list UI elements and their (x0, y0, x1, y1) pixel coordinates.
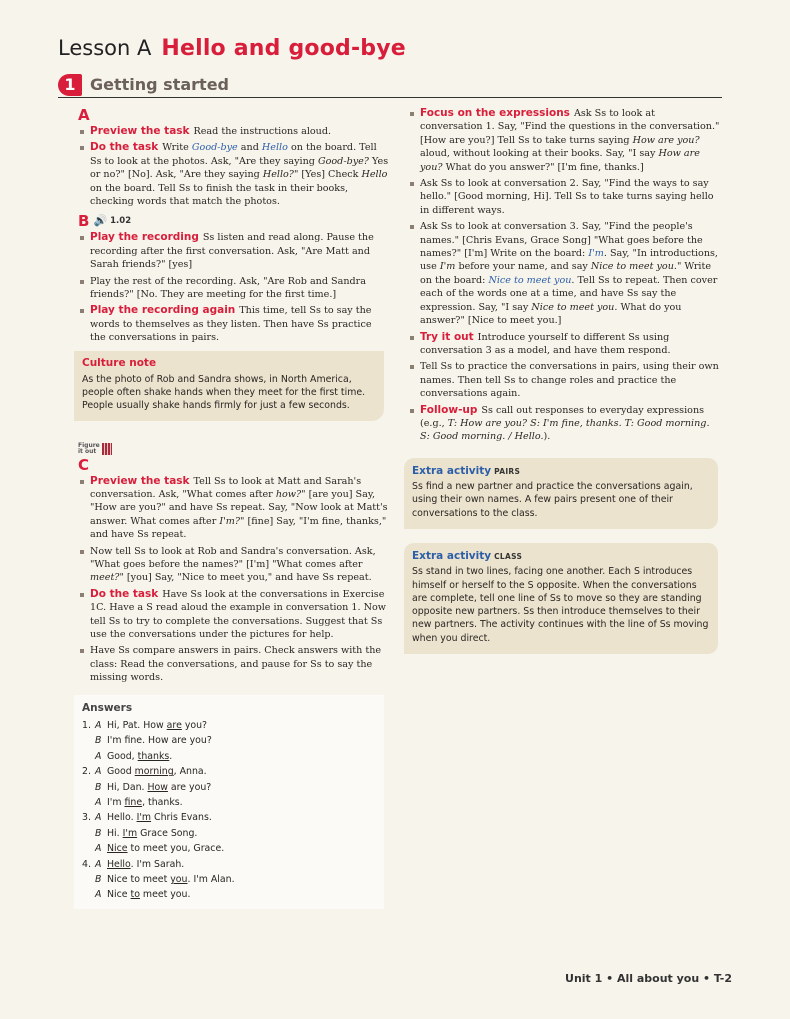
answer-word: fine (124, 797, 143, 809)
answer-row: 1. A Hi, Pat. How are you? (82, 720, 208, 731)
answer-word: to (130, 889, 140, 901)
extra-activity-text: Ss find a new partner and practice the conversations again, using their own names. A few pairs present one of their conversations to the class. (412, 481, 693, 519)
extra-activity-title: Extra activity PAIRS (412, 464, 521, 477)
step-keyword: Focus on the expressions (420, 107, 570, 119)
section-header (58, 72, 722, 98)
list-item: Preview the task Read the instructions aloud. (78, 125, 390, 138)
section-number-badge: 1 (58, 74, 82, 96)
answer-word: you (170, 874, 188, 886)
list-item: Tell Ss to practice the conversations in pairs, using their own names. Then tell Ss to change roles and practice the conversations again. (408, 360, 720, 400)
answer-row: B I'm fine. How are you? (95, 735, 212, 747)
figure-it-out-icon (102, 443, 112, 455)
focus-list (408, 107, 720, 444)
step-keyword: Try it out (420, 330, 474, 343)
exercise-a-letter: A (78, 106, 90, 124)
answers-box (74, 695, 384, 909)
exercise-b-list (78, 231, 390, 344)
answer-row: B Hi, Dan. How are you? (95, 781, 212, 793)
page-footer: Unit 1 • All about you • T-2 (565, 972, 732, 985)
list-item: Play the recording Ss listen and read along. Pause the recording after the first conversation. Ask, "Are Matt and Sarah friends?" [yes] (78, 231, 390, 271)
list-item: Try it out Introduce yourself to different Ss using conversation 3 as a model, and have them respond. (408, 331, 720, 358)
step-keyword: Follow-up (420, 403, 478, 416)
list-item: Preview the task Tell Ss to look at Matt and Sarah's conversation. Ask, "What comes after how?" [are you] Say, "How are you?" and have Ss repeat. Say, "Now look at Matt's answer. What comes after I'm?" [fine] Say, "I'm fine, thanks," and have Ss repeat. (78, 475, 390, 542)
answers-title: Answers (82, 701, 133, 714)
step-keyword: Preview the task (90, 474, 190, 487)
extra-activity-tag: PAIRS (494, 466, 521, 476)
extra-activity-tag: CLASS (494, 551, 523, 561)
lesson-title: Hello and good-bye (161, 36, 406, 61)
lesson-header (58, 36, 406, 61)
speaker-icon: 🔊 (93, 214, 108, 228)
extra-activity-text: Ss stand in two lines, facing one another. Each S introduces himself or herself to the S opposite. When the conversations are complete, tell one line of Ss to move so they are standing opposite new partners. Ss then introduce themselves to their new partners. The activity continues with the line of Ss moving when you direct. (412, 566, 709, 644)
answer-row: A Good, thanks. (95, 750, 173, 762)
list-item: Focus on the expressions Ask Ss to look at conversation 1. Say, "Find the questions in the conversation." [How are you?] Tell Ss to take turns saying How are you? aloud, without looking at their books. Say, "I say How are you? What do you answer?" [I'm fine, thanks.] (408, 107, 720, 174)
answer-word: thanks (137, 750, 170, 762)
answer-row: A I'm fine, thanks. (95, 797, 183, 809)
answer-row: B Hi. I'm Grace Song. (95, 827, 198, 839)
answer-row: 4. A Hello. I'm Sarah. (82, 858, 185, 870)
figure-it-out-marker: Figure it out (78, 443, 390, 456)
step-keyword: Do the task (90, 141, 159, 154)
exercise-a-list (78, 125, 390, 208)
exercise-b-letter: B 🔊 1.02 (78, 212, 132, 231)
answer-row: A Nice to meet you, Grace. (95, 843, 225, 855)
extra-activity-class (404, 543, 718, 654)
step-keyword: Do the task (90, 587, 159, 600)
list-item: Now tell Ss to look at Rob and Sandra's conversation. Ask, "What goes before the names?" [I'm] "What comes after meet?" [you] Say, "Nice to meet you," and have Ss repeat. (78, 545, 390, 585)
answer-word: I'm (122, 827, 138, 839)
answer-row: 3. A Hello. I'm Chris Evans. (82, 812, 212, 824)
section-title: Getting started (90, 75, 229, 94)
answer-list (82, 718, 376, 903)
answer-word: are (166, 720, 182, 731)
list-item: Follow-up Ss call out responses to everyday expressions (e.g., T: How are you? S: I'm fine, thanks. T: Good morning. S: Good morning. / Hello.). (408, 404, 720, 444)
list-item: Do the task Write Good-bye and Hello on the board. Tell Ss to look at the photos. Ask, "Are they saying Good-bye? Yes or no?" [No]. Ask, "Are they saying Hello?" [Yes] Check Hello on the board. Tell Ss to finish the task in their books, checking words that match the photos. (78, 141, 390, 208)
step-keyword: Play the recording (90, 231, 199, 244)
list-item: Have Ss compare answers in pairs. Check answers with the class: Read the conversations, and pause for Ss to say the missing words. (78, 644, 390, 684)
exercise-c-list (78, 475, 390, 685)
list-item: Play the rest of the recording. Ask, "Are Rob and Sandra friends?" [No. They are meeting for the first time.] (78, 275, 390, 302)
culture-note (74, 351, 384, 421)
list-item: Play the recording again This time, tell Ss to say the words to themselves as they listen. Then have Ss practice the conversations in pairs. (78, 304, 390, 344)
list-item: Ask Ss to look at conversation 2. Say, "Find the ways to say hello." [Good morning, Hi]. Tell Ss to take turns saying hello in different ways. (408, 177, 720, 217)
extra-activity-title: Extra activity CLASS (412, 549, 523, 562)
right-column (408, 106, 720, 654)
answer-row: 2. A Good morning, Anna. (82, 766, 207, 778)
step-keyword: Preview the task (90, 125, 190, 137)
answer-row: B Nice to meet you. I'm Alan. (95, 874, 235, 886)
list-item: Do the task Have Ss look at the conversations in Exercise 1C. Have a S read aloud the example in conversation 1. Now tell Ss to try to complete the conversations. Suggest that Ss use the conversations under the pictures for help. (78, 588, 390, 642)
audio-track[interactable]: 🔊 1.02 (93, 212, 131, 230)
answer-word: How (147, 781, 168, 793)
left-column (78, 106, 390, 909)
culture-note-text: As the photo of Rob and Sandra shows, in North America, people often shake hands when they meet for the first time. People usually shake hands firmly for just a few seconds. (82, 373, 366, 412)
answer-word: morning (134, 766, 174, 778)
lesson-label: Lesson A (58, 36, 152, 60)
list-item: Ask Ss to look at conversation 3. Say, "Find the people's names." [Chris Evans, Grace Song] "What goes before the names?" [I'm] Write on the board: I'm. Say, "In introductions, use I'm before your name, and say Nice to meet you." Write on the board: Nice to meet you. Tell Ss to repeat. Then cover each of the words one at a time, and have Ss say the expression. Say, "I say Nice to meet you. What do you answer?" [Nice to meet you.] (408, 220, 720, 327)
exercise-c-letter: C (78, 455, 90, 474)
step-keyword: Play the recording again (90, 304, 236, 317)
answer-word: Nice (107, 843, 128, 855)
extra-activity-pairs (404, 458, 718, 529)
answer-word: I'm (136, 812, 152, 824)
answer-row: A Nice to meet you. (95, 889, 191, 901)
culture-note-title: Culture note (82, 356, 157, 369)
answer-word: Hello (107, 858, 131, 870)
